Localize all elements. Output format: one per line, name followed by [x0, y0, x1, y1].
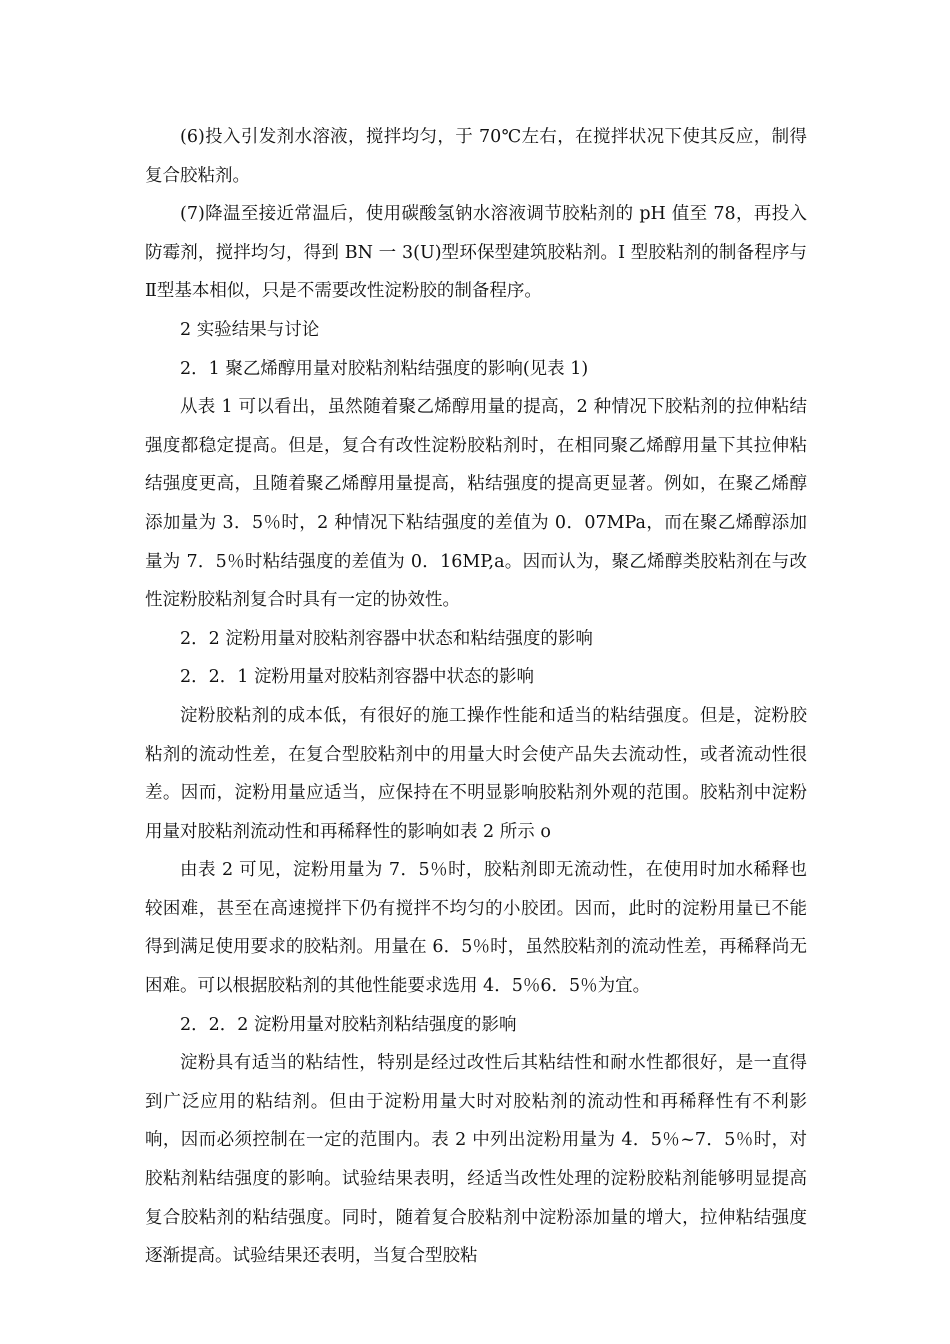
subsection-heading-2-1: 2．1 聚乙烯醇用量对胶粘剂粘结强度的影响(见表 1): [180, 358, 589, 379]
subsection-heading-2-2: 2．2 淀粉用量对胶粘剂容器中状态和粘结强度的影响: [180, 628, 593, 649]
paragraph-step-7: (7)降温至接近常温后，使用碳酸氢钠水溶液调节胶粘剂的 pH 值至 78，再投入防霉剂，搅拌均匀，得到 BN 一 3(U)型环保型建筑胶粘剂。I 型胶粘剂的制备程序与Ⅱ型基本相似，只是不需要改性淀粉胶的制备程序。: [145, 204, 807, 302]
paragraph-pva-results: 从表 1 可以看出，虽然随着聚乙烯醇用量的提高，2 种情况下胶粘剂的拉伸粘结强度都稳定提高。但是，复合有改性淀粉胶粘剂时，在相同聚乙烯醇用量下其拉伸粘结强度更高，且随着聚乙烯醇用量提高，粘结强度的提高更显著。例如，在聚乙烯醇添加量为 3．5％时，2 种情况下粘结强度的差值为 0．07MPa，而在聚乙烯醇添加量为 7．5％时粘结强度的差值为 0．16MP,a。因而认为，聚乙烯醇类胶粘剂在与改性淀粉胶粘剂复合时具有一定的协效性。: [145, 397, 807, 611]
subsection-heading-2-2-1: 2．2．1 淀粉用量对胶粘剂容器中状态的影响: [180, 667, 534, 688]
section-heading-2: 2 实验结果与讨论: [180, 319, 320, 340]
paragraph-step-6: (6)投入引发剂水溶液，搅拌均匀，于 70℃左右，在搅拌状况下使其反应，制得复合胶粘剂。: [145, 127, 807, 186]
paragraph-starch-bond-strength: 淀粉具有适当的粘结性，特别是经过改性后其粘结性和耐水性都很好，是一直得到广泛应用的粘结剂。但由于淀粉用量大时对胶粘剂的流动性和再稀释性有不利影响，因而必须控制在一定的范围内。表 2 中列出淀粉用量为 4．5％~7．5％时，对胶粘剂粘结强度的影响。试验结果表明，经适当改性处理的淀粉胶粘剂能够明显提高复合胶粘剂的粘结强度。同时，随着复合胶粘剂中淀粉添加量的增大，拉伸粘结强度逐渐提高。试验结果还表明，当复合型胶粘: [145, 1053, 807, 1267]
paragraph-starch-flowability: 淀粉胶粘剂的成本低，有很好的施工操作性能和适当的粘结强度。但是，淀粉胶粘剂的流动性差，在复合型胶粘剂中的用量大时会使产品失去流动性，或者流动性很差。因而，淀粉用量应适当，应保持在不明显影响胶粘剂外观的范围。胶粘剂中淀粉用量对胶粘剂流动性和再稀释性的影响如表 2 所示 o: [145, 705, 807, 842]
subsection-heading-2-2-2: 2．2．2 淀粉用量对胶粘剂粘结强度的影响: [180, 1014, 517, 1035]
paragraph-table-2-analysis: 由表 2 可见，淀粉用量为 7．5％时，胶粘剂即无流动性，在使用时加水稀释也较困难，甚至在高速搅拌下仍有搅拌不均匀的小胶团。因而，此时的淀粉用量已不能得到满足使用要求的胶粘剂。用量在 6．5％时，虽然胶粘剂的流动性差，再稀释尚无困难。可以根据胶粘剂的其他性能要求选用 4．5％6．5％为宜。: [145, 860, 807, 997]
document-page: [145, 118, 807, 1276]
